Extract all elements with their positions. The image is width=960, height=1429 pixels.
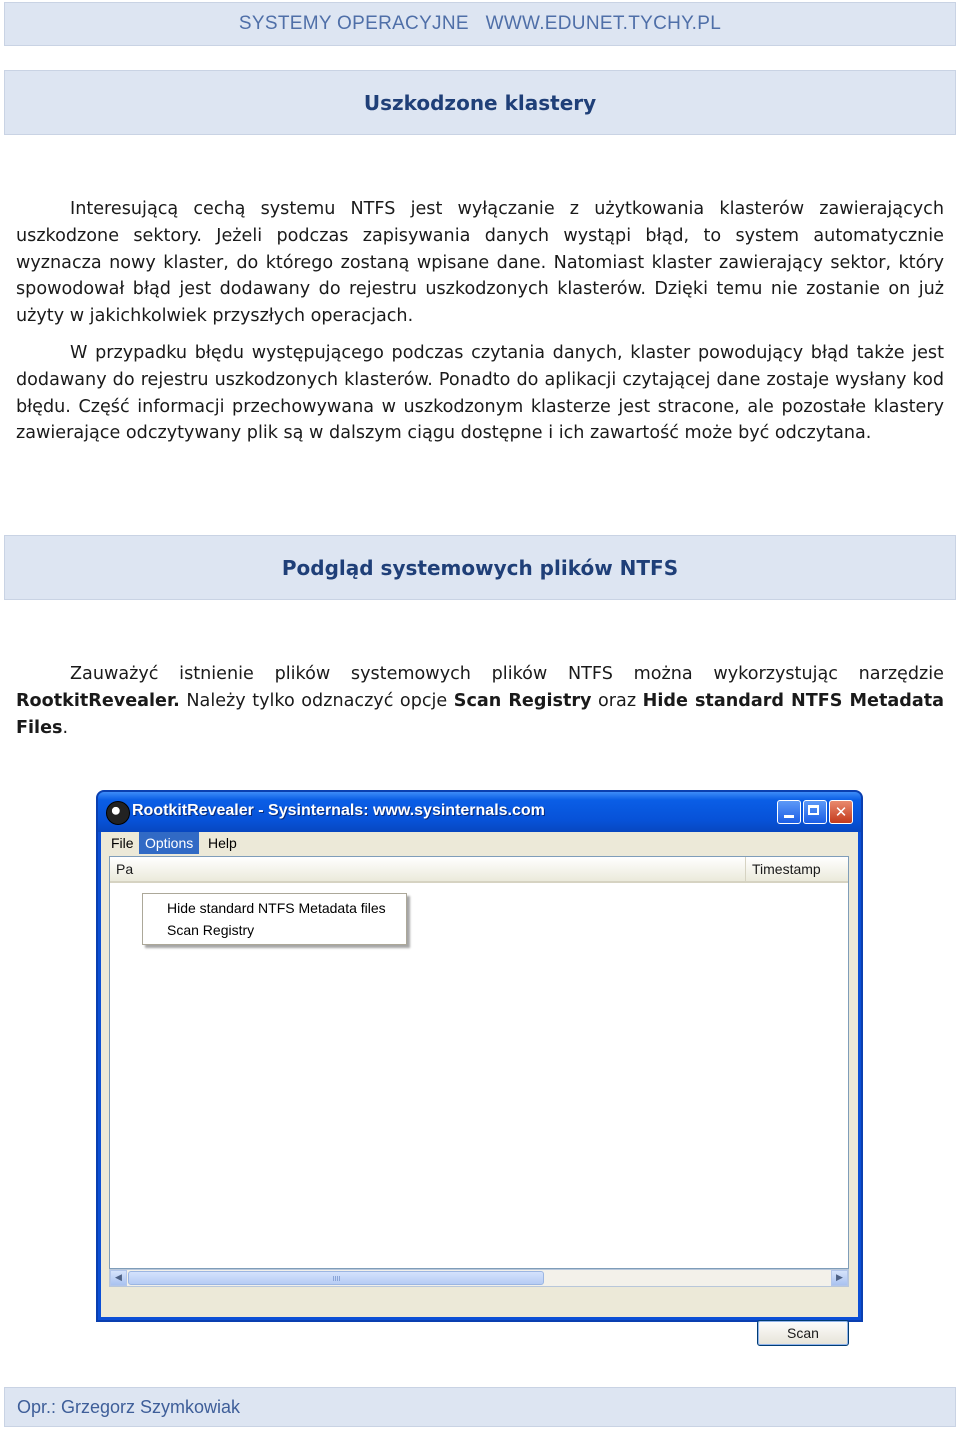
paragraph-3: [16, 661, 944, 741]
column-timestamp[interactable]: Timestamp: [752, 861, 821, 877]
footer-text: Opr.: Grzegorz Szymkowiak: [17, 1397, 241, 1417]
page-footer: [4, 1387, 956, 1427]
close-icon: ✕: [834, 803, 848, 821]
app-icon: [106, 801, 130, 825]
chevron-right-icon: ▶: [836, 1273, 843, 1283]
window-title: RootkitRevealer - Sysinternals: www.sysinternals.com: [132, 802, 545, 819]
rootkitrevealer-window: [96, 790, 863, 1341]
section-title: Podgląd systemowych plików NTFS: [281, 556, 679, 580]
scan-button[interactable]: Scan: [757, 1320, 849, 1346]
option-hide-metadata: Hide standard NTFS Metadata Files: [16, 690, 945, 738]
paragraph-3-and: oraz: [598, 690, 637, 711]
paragraph-2-text: W przypadku błędu występującego podczas czytania danych, klaster powodujący błąd także jest dodawany do rejestru uszkodzonych klasterów. Ponadto do aplikacji czytającej dane zostaje wysłany kod błędu. Część informacji przechowywana w uszkodzonym klasterze jest stracone, ale pozostałe klastery zawierające odczytywany plik są w dalszym ciągu dostępne i ich zawartość może być odczytana.: [16, 343, 944, 444]
paragraph-3-intro: Zauważyć istnienie plików systemowych plików NTFS można wykorzystując narzędzie: [70, 664, 944, 684]
page-header: [4, 2, 956, 46]
menu-bar: [101, 832, 858, 854]
scroll-right-button[interactable]: [831, 1270, 848, 1286]
section-heading-2: [4, 535, 956, 600]
chevron-left-icon: ◀: [115, 1273, 122, 1283]
section-title: Uszkodzone klastery: [363, 91, 597, 115]
maximize-button[interactable]: [803, 800, 827, 824]
section-heading-1: [4, 70, 956, 135]
grip-icon: [333, 1276, 341, 1281]
maximize-icon: [808, 805, 819, 815]
paragraph-2: [16, 340, 944, 447]
window-titlebar[interactable]: [98, 792, 861, 832]
header-text: SYSTEMY OPERACYJNE WWW.EDUNET.TYCHY.PL: [238, 13, 722, 34]
paragraph-1: [16, 196, 944, 330]
list-header: [110, 857, 848, 883]
minimize-icon: [784, 815, 794, 818]
window-client-area: [101, 832, 858, 1341]
menu-item-hide-ntfs-metadata[interactable]: Hide standard NTFS Metadata files: [167, 900, 386, 916]
paragraph-3-mid: Należy tylko odznaczyć opcje: [186, 690, 448, 711]
menu-file[interactable]: File: [111, 835, 134, 851]
scroll-left-button[interactable]: [110, 1270, 127, 1286]
column-path[interactable]: Pa: [110, 857, 746, 881]
option-scan-registry: Scan Registry: [453, 690, 592, 711]
menu-item-scan-registry[interactable]: Scan Registry: [167, 922, 255, 938]
options-dropdown-menu: [142, 893, 407, 945]
minimize-button[interactable]: [777, 800, 801, 824]
close-button[interactable]: [829, 800, 853, 824]
menu-help[interactable]: Help: [208, 835, 237, 851]
paragraph-3-end: .: [62, 717, 69, 738]
menu-options[interactable]: Options: [139, 832, 199, 854]
horizontal-scrollbar[interactable]: [109, 1269, 849, 1287]
tool-name: RootkitRevealer.: [16, 690, 180, 711]
paragraph-1-text: Interesującą cechą systemu NTFS jest wyłączanie z użytkowania klasterów zawierających uszkodzone sektory. Jeżeli podczas zapisywania danych wystąpi błąd, to system automatycznie wyznacza nowy klaster, do którego zostaną wpisane dane. Natomiast klaster zawierający sektor, który spowodował błąd jest dodawany do rejestru uszkodzonych klasterów. Dzięki temu nie zostanie on już użyty w jakichkolwiek przyszłych operacjach.: [16, 199, 944, 327]
scroll-thumb[interactable]: [128, 1271, 544, 1285]
